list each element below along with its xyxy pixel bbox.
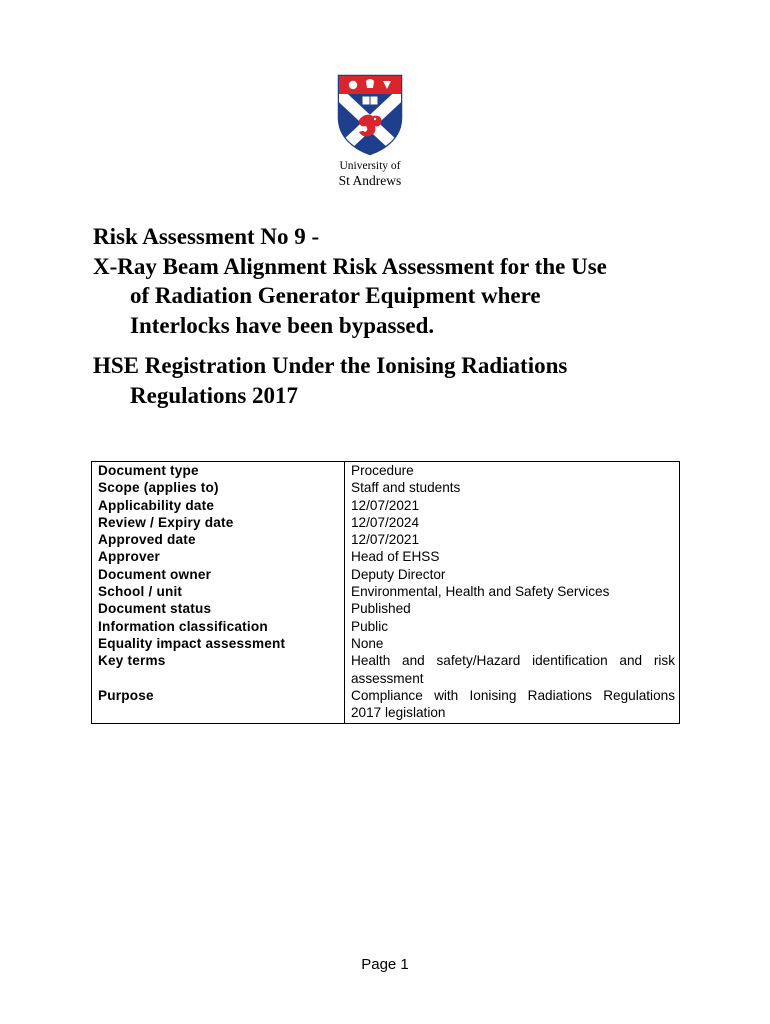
crest-icon [335,74,405,156]
row-label: Applicability date [92,497,345,514]
table-row [92,687,680,724]
row-value: Public [345,618,680,635]
table-row [92,548,680,565]
row-label: Scope (applies to) [92,479,345,496]
table-row [92,479,680,496]
row-value: None [345,635,680,652]
table-row [92,462,680,480]
row-value: Compliance with Ionising Radiations Regulations 2017 legislation [345,687,680,724]
row-label: Key terms [92,652,345,687]
subtitle-line: HSE Registration Under the Ionising Radiations [93,353,568,378]
row-value: Head of EHSS [345,548,680,565]
row-label: Information classification [92,618,345,635]
row-value: Procedure [345,462,680,480]
university-name-line2: St Andrews [338,173,402,188]
row-label: Purpose [92,687,345,724]
row-label: Approved date [92,531,345,548]
row-label: Review / Expiry date [92,514,345,531]
row-label: Approver [92,548,345,565]
row-value: 12/07/2021 [345,531,680,548]
table-row [92,635,680,652]
table-row [92,618,680,635]
row-value: Published [345,600,680,617]
title-line: of Radiation Generator Equipment where [130,283,541,308]
row-label: School / unit [92,583,345,600]
row-label: Equality impact assessment [92,635,345,652]
title-line: Risk Assessment No 9 - [93,224,320,249]
table-row [92,600,680,617]
row-value: 12/07/2021 [345,497,680,514]
row-value: 12/07/2024 [345,514,680,531]
document-title [93,222,713,410]
page-number: Page 1 [361,956,409,973]
row-value: Deputy Director [345,566,680,583]
document-metadata-table [91,461,680,724]
university-name-line1: University of [339,160,401,172]
table-row [92,531,680,548]
university-logo [320,74,420,188]
table-row [92,566,680,583]
title-line: X-Ray Beam Alignment Risk Assessment for the Use [93,253,607,279]
row-value: Health and safety/Hazard identification and risk assessment [345,652,680,687]
title-line: Interlocks have been bypassed. [130,312,435,338]
row-label: Document type [92,462,345,480]
row-value: Environmental, Health and Safety Services [345,583,680,600]
table-row [92,652,680,687]
row-value: Staff and students [345,479,680,496]
table-row [92,497,680,514]
table-row [92,583,680,600]
row-label: Document status [92,600,345,617]
row-label: Document owner [92,566,345,583]
table-row [92,514,680,531]
subtitle-line: Regulations 2017 [130,382,299,408]
